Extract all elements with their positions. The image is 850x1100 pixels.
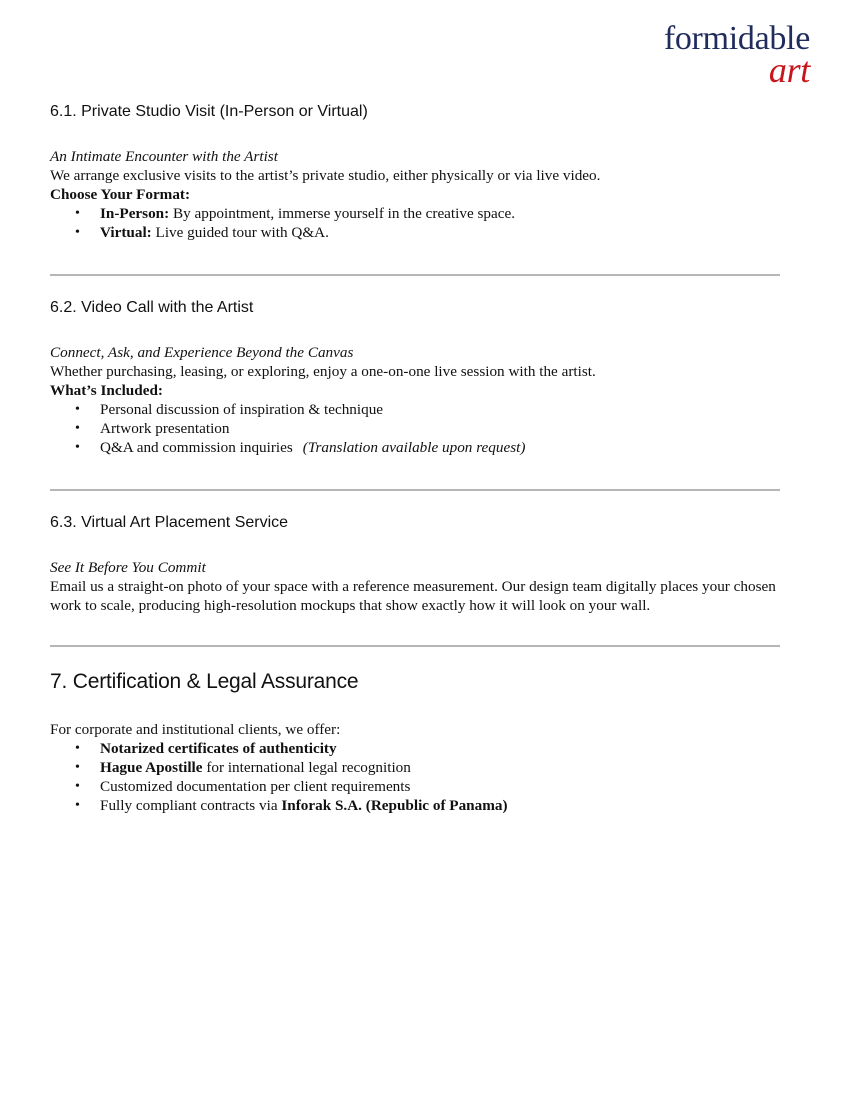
section-tagline: An Intimate Encounter with the Artist — [50, 148, 278, 165]
list-item — [50, 438, 780, 457]
item-label: Virtual: — [100, 224, 152, 241]
section-heading: 6.2. Video Call with the Artist — [50, 299, 254, 316]
section-description: Whether purchasing, leasing, or exploring, enjoy a one-on-one live session with the artist. — [50, 363, 596, 380]
item-text: for international legal recognition — [202, 759, 411, 776]
section-description: Email us a straight-on photo of your space with a reference measurement. Our design team digitally places your chosen work to scale, producing high-resolution mockups that show exactly how it will look on your wall. — [50, 578, 776, 614]
brand-logo — [664, 22, 810, 88]
list-item — [50, 223, 780, 242]
section-6-1 — [50, 101, 780, 242]
list-item — [50, 739, 780, 758]
item-label: In-Person: — [100, 205, 170, 222]
section-intro: For corporate and institutional clients, we offer: — [50, 721, 341, 738]
section-6-2 — [50, 297, 780, 457]
item-bold: Inforak S.A. (Republic of Panama) — [281, 797, 508, 814]
format-list — [50, 204, 780, 242]
section-divider — [50, 645, 780, 647]
section-description: We arrange exclusive visits to the artist’s private studio, either physically or via live video. — [50, 167, 601, 184]
certification-list — [50, 739, 780, 815]
included-list — [50, 400, 780, 457]
item-text: Q&A and commission inquiries — [100, 439, 293, 456]
section-main-heading: 7. Certification & Legal Assurance — [50, 670, 359, 693]
item-text: By appointment, immerse yourself in the creative space. — [169, 205, 516, 222]
list-item — [50, 796, 780, 815]
section-heading: 6.3. Virtual Art Placement Service — [50, 514, 289, 531]
section-divider — [50, 274, 780, 276]
logo-word-art: art — [768, 50, 810, 90]
list-item — [50, 204, 780, 223]
list-item: • Artwork presentation — [50, 419, 780, 438]
list-item — [50, 777, 780, 796]
document-body — [50, 101, 780, 815]
item-bold: Hague Apostille — [100, 759, 203, 776]
section-divider — [50, 489, 780, 491]
list-item: • Personal discussion of inspiration & technique — [50, 400, 780, 419]
item-bold: Notarized certificates of authenticity — [100, 740, 337, 757]
translation-note: (Translation available upon request) — [302, 439, 526, 456]
section-6-3 — [50, 512, 780, 615]
section-7 — [50, 667, 780, 815]
section-tagline: See It Before You Commit — [50, 559, 206, 576]
list-item — [50, 758, 780, 777]
section-tagline: Connect, Ask, and Experience Beyond the Canvas — [50, 344, 354, 361]
item-prefix: Fully compliant contracts via — [100, 797, 282, 814]
item-text: Live guided tour with Q&A. — [151, 224, 329, 241]
section-subheading: Choose Your Format: — [50, 186, 191, 203]
section-heading: 6.1. Private Studio Visit (In-Person or Virtual) — [50, 103, 368, 120]
section-subheading: What’s Included: — [50, 382, 163, 399]
item-text: Customized documentation per client requirements — [100, 778, 411, 795]
logo-word-formidable: formidable — [663, 20, 810, 57]
